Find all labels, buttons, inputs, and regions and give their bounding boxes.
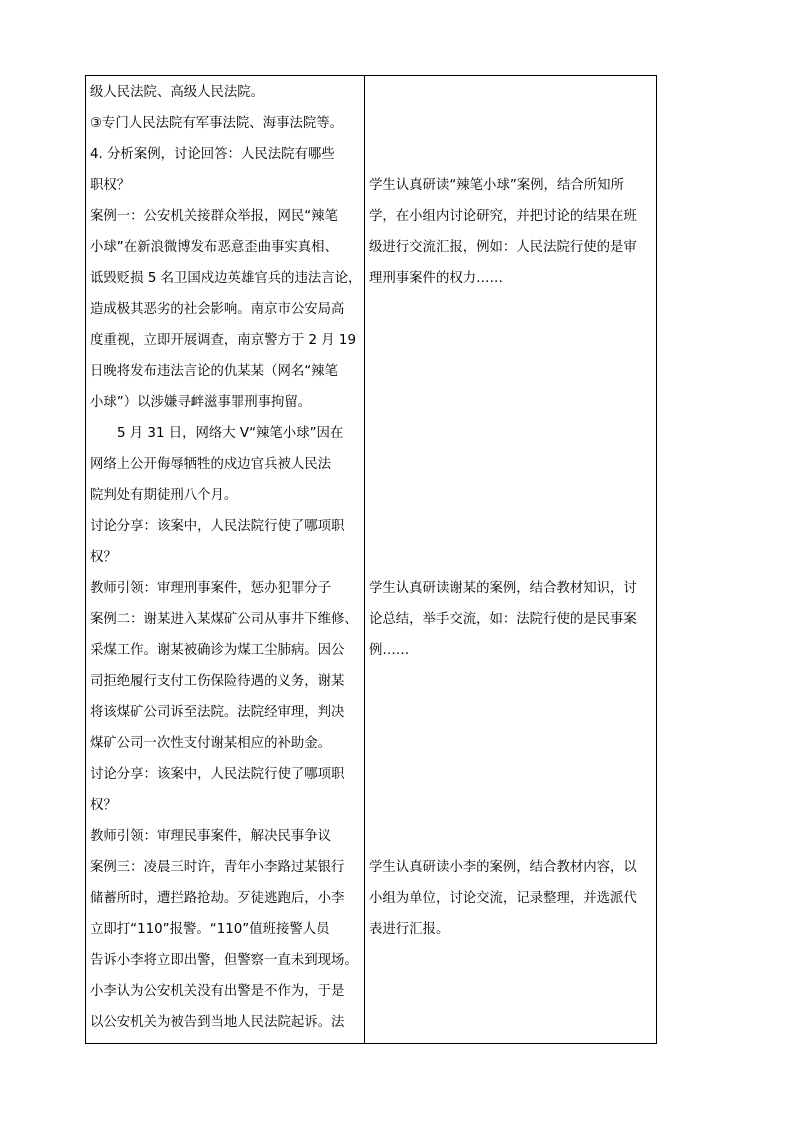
text-line: 小组为单位，讨论交流，记录整理，并选派代 <box>369 891 637 906</box>
text-line: 5 月 31 日，网络大 V“辣笔小球”因在 <box>117 426 344 441</box>
text-line: 度重视，立即开展调查，南京警方于 2 月 19 <box>90 333 356 348</box>
text-line: 煤矿公司一次性支付谢某相应的补助金。 <box>90 736 332 751</box>
text-line: 小球”在新浪微博发布恶意歪曲事实真相、 <box>90 240 338 255</box>
text-line: 案例三：凌晨三时许，青年小李路过某银行 <box>90 860 345 875</box>
text-line: 学生认真研读小李的案例，结合教材内容，以 <box>369 860 637 875</box>
text-line: 权？ <box>90 550 117 565</box>
text-line: 讨论分享：该案中，人民法院行使了哪项职 <box>90 519 345 534</box>
text-line: 造成极其恶劣的社会影响。南京市公安局高 <box>90 302 345 317</box>
text-line: 案例二：谢某进入某煤矿公司从事井下维修、 <box>90 612 358 627</box>
text-line: 采煤工作。谢某被确诊为煤工尘肺病。因公 <box>90 643 345 658</box>
text-line: 教师引领：审理刑事案件，惩办犯罪分子 <box>90 581 332 596</box>
text-line: 例…… <box>369 643 410 658</box>
text-line: 立即打“110”报警。“110”值班接警人员 <box>90 922 330 937</box>
teacher-activity-text <box>86 76 364 1043</box>
text-line: 以公安机关为被告到当地人民法院起诉。法 <box>90 1015 345 1030</box>
lesson-plan-table <box>85 75 657 1044</box>
text-line: 将该煤矿公司诉至法院。法院经审理，判决 <box>90 705 345 720</box>
text-line: 小李认为公安机关没有出警是不作为，于是 <box>90 984 345 999</box>
text-line: 院判处有期徒刑八个月。 <box>90 488 238 503</box>
table-row <box>86 76 657 1044</box>
text-line: 教师引领：审理民事案件，解决民事争议 <box>90 829 332 844</box>
text-line: 论总结，举手交流，如：法院行使的是民事案 <box>369 612 637 627</box>
text-line: 告诉小李将立即出警，但警察一直未到现场。 <box>90 953 358 968</box>
teacher-activity-cell <box>86 76 365 1044</box>
text-line: 学生认真研读“辣笔小球”案例，结合所知所 <box>369 178 624 193</box>
text-line: 理刑事案件的权力…… <box>369 271 503 286</box>
text-line: 级进行交流汇报，例如：人民法院行使的是审 <box>369 240 637 255</box>
student-activity-cell <box>365 76 657 1044</box>
text-line: 学生认真研读谢某的案例，结合教材知识，讨 <box>369 581 637 596</box>
student-activity-text <box>365 76 656 1043</box>
text-line: 诋毁贬损 5 名卫国戍边英雄官兵的违法言论， <box>90 271 362 286</box>
text-line: 职权？ <box>90 178 131 193</box>
text-line: 级人民法院、高级人民法院。 <box>90 85 265 100</box>
text-line: 网络上公开侮辱牺牲的戍边官兵被人民法 <box>90 457 332 472</box>
text-line: 日晚将发布违法言论的仇某某（网名“辣笔 <box>90 364 338 379</box>
text-line: 权？ <box>90 798 117 813</box>
text-line: 表进行汇报。 <box>369 922 450 937</box>
text-line: 讨论分享：该案中，人民法院行使了哪项职 <box>90 767 345 782</box>
text-line: 案例一：公安机关接群众举报，网民“辣笔 <box>90 209 338 224</box>
text-line: 小球”）以涉嫌寻衅滋事罪刑事拘留。 <box>90 395 312 410</box>
text-line: ③专门人民法院有军事法院、海事法院等。 <box>90 116 344 131</box>
text-line: 储蓄所时，遭拦路抢劫。歹徒逃跑后，小李 <box>90 891 345 906</box>
text-line: 4. 分析案例，讨论回答：人民法院有哪些 <box>90 147 335 162</box>
text-line: 司拒绝履行支付工伤保险待遇的义务，谢某 <box>90 674 345 689</box>
text-line: 学，在小组内讨论研究，并把讨论的结果在班 <box>369 209 637 224</box>
